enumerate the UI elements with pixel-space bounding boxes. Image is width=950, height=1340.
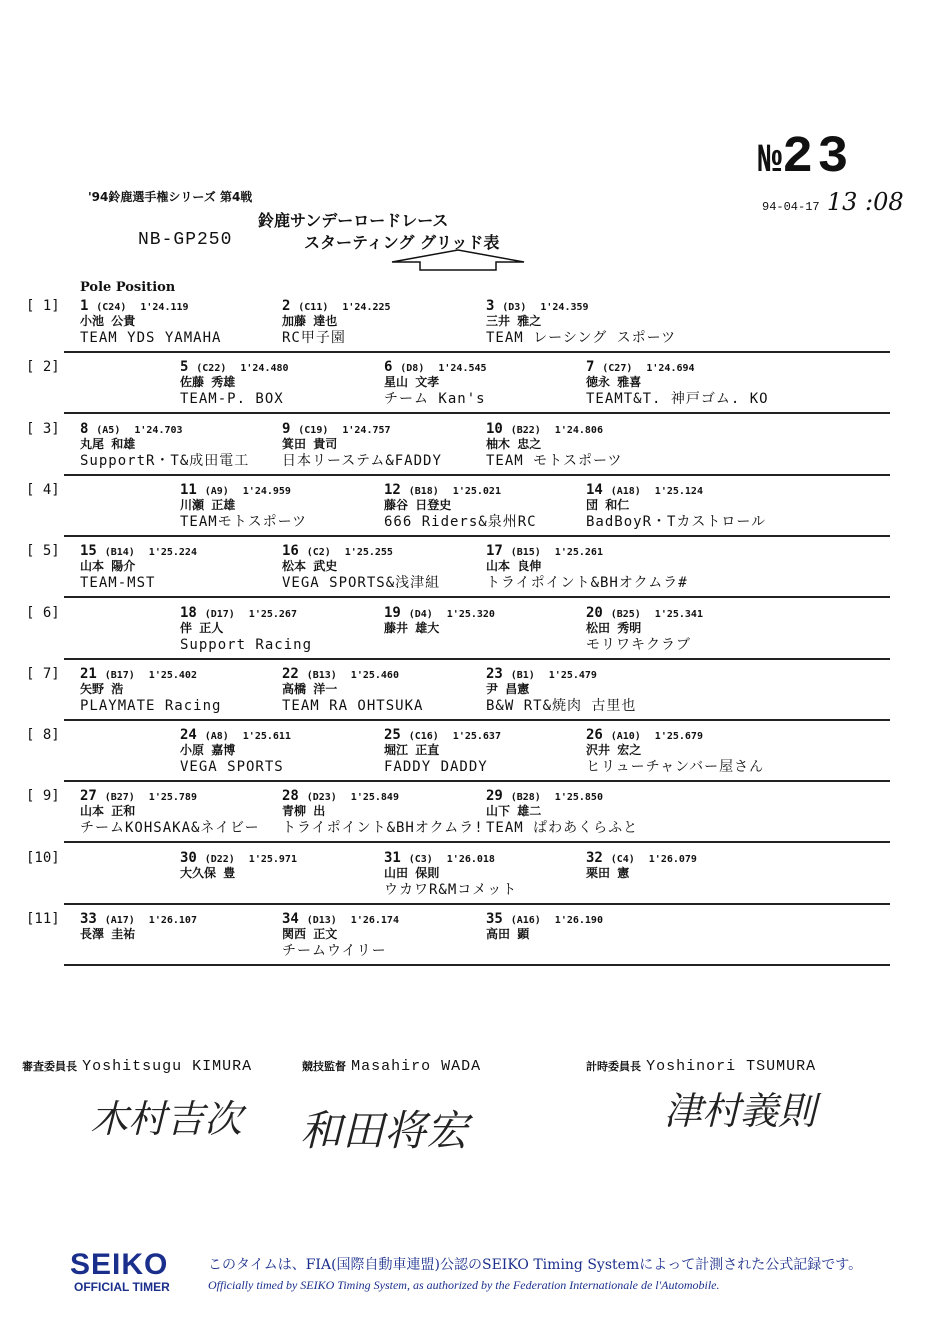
rider-name: 三井 雅之 <box>486 314 542 328</box>
slot-header <box>384 482 594 498</box>
car-number: (B27) <box>104 792 135 804</box>
rider-name: 堀江 正直 <box>384 743 440 758</box>
rider-name: 川瀬 正雄 <box>180 497 236 512</box>
series-title: '94鈴鹿選手権シリーズ 第4戦 <box>88 190 253 204</box>
timing-note-en: Officially timed by SEIKO Timing System, as authorized by the Federation Internationale de l'Automobile. <box>208 1278 720 1292</box>
rider-name: 柚木 忠之 <box>486 436 542 451</box>
official-timer-label: OFFICIAL TIMER <box>74 1280 170 1294</box>
slot-header <box>586 482 796 498</box>
car-number: (C3) <box>408 853 433 865</box>
grid-position: 15 <box>80 543 97 560</box>
grid-position: 25 <box>384 727 401 744</box>
qualifying-time: 1'25.789 <box>148 792 197 804</box>
slot-header <box>586 359 796 375</box>
slot-header <box>180 727 390 743</box>
team-name: TEAM ぱわあくらふと <box>486 820 639 837</box>
grid-slot <box>282 666 492 715</box>
rider-name: 青柳 出 <box>282 804 326 819</box>
grid-slot <box>486 788 696 837</box>
grid-position: 24 <box>180 727 197 744</box>
grid-slot <box>80 666 290 715</box>
slot-header <box>80 543 290 559</box>
rider-name: 箕田 貴司 <box>282 436 338 451</box>
team-name: VEGA SPORTS&浅津組 <box>282 575 441 592</box>
qualifying-time: 1'25.341 <box>654 608 703 620</box>
grid-row-label: [ 4] <box>26 481 60 498</box>
grid-position: 27 <box>80 788 97 805</box>
grid-position: 12 <box>384 481 401 498</box>
row-divider <box>64 964 890 966</box>
qualifying-time: 1'26.107 <box>148 915 197 926</box>
row-divider <box>64 535 890 537</box>
team-name: モリワキクラブ <box>586 636 691 653</box>
grid-slot <box>586 482 796 531</box>
car-number: (C19) <box>298 424 329 436</box>
car-number: (C22) <box>196 363 227 375</box>
row-divider <box>64 596 890 598</box>
qualifying-time: 1'24.959 <box>242 485 291 497</box>
grid-slot <box>586 605 796 654</box>
car-number: (D4) <box>408 608 433 620</box>
grid-position: 14 <box>586 481 603 498</box>
grid-slot <box>282 298 495 347</box>
team-name: B&W RT&焼肉 古里也 <box>486 697 637 714</box>
car-number: (C27) <box>602 363 633 375</box>
grid-position: 20 <box>586 604 603 621</box>
rider-name: 山本 正和 <box>80 804 136 819</box>
grid-position: 34 <box>282 911 299 927</box>
qualifying-time: 1'24.480 <box>240 363 289 375</box>
row-divider <box>64 903 890 905</box>
car-number: (B18) <box>408 485 439 497</box>
slot-header <box>282 788 492 804</box>
slot-header <box>486 788 696 804</box>
slot-header <box>486 543 696 559</box>
rider-name: 関西 正文 <box>282 927 338 941</box>
grid-position: 11 <box>180 481 197 498</box>
official-chief-timekeeper: 計時委員長 Yoshinori TSUMURA <box>586 1058 817 1075</box>
grid-position: 22 <box>282 665 299 682</box>
grid-position: 17 <box>486 543 503 560</box>
grid-slot <box>486 421 696 470</box>
qualifying-time: 1'24.225 <box>342 302 391 313</box>
grid-position: 7 <box>586 359 595 376</box>
qualifying-time: 1'24.703 <box>134 424 183 436</box>
qualifying-time: 1'25.679 <box>654 731 703 743</box>
qualifying-time: 1'25.255 <box>344 547 393 559</box>
rider-name: 山本 陽介 <box>80 559 136 574</box>
rider-name: 矢野 浩 <box>80 681 124 696</box>
team-name: チームウイリー <box>282 943 387 959</box>
qualifying-time: 1'25.267 <box>248 608 297 620</box>
row-divider <box>64 474 890 476</box>
team-name: ウカワR&Mコメット <box>384 881 518 898</box>
grid-position: 10 <box>486 420 503 437</box>
rider-name: 沢井 宏之 <box>586 743 642 758</box>
grid-position: 9 <box>282 420 291 437</box>
qualifying-time: 1'25.261 <box>554 547 603 559</box>
grid-slot <box>180 359 393 408</box>
team-name <box>384 636 594 654</box>
rider-name: 小原 嘉博 <box>180 743 236 758</box>
grid-slot <box>80 543 290 592</box>
qualifying-time: 1'25.460 <box>350 669 399 681</box>
grid-slot <box>282 788 492 837</box>
seiko-logo: SEIKO <box>70 1248 169 1281</box>
grid-slot <box>486 543 696 592</box>
direction-arrow-icon <box>388 248 528 274</box>
team-name <box>586 881 796 899</box>
slot-header <box>486 911 696 927</box>
grid-position: 6 <box>384 359 393 376</box>
slot-header <box>80 421 290 437</box>
slot-header <box>282 421 492 437</box>
team-name: 日本リーステム&FADDY <box>282 452 442 469</box>
rider-name: 小池 公貴 <box>80 314 136 328</box>
grid-row-label: [11] <box>26 911 60 927</box>
qualifying-time: 1'24.694 <box>646 363 695 375</box>
rider-name: 山田 保則 <box>384 865 440 880</box>
grid-row-label: [10] <box>26 849 60 866</box>
grid-position: 8 <box>80 420 89 437</box>
slot-header <box>80 788 290 804</box>
rider-name: 伴 正人 <box>180 620 224 635</box>
grid-slot <box>384 605 594 654</box>
grid-position: 26 <box>586 727 603 744</box>
timing-note-jp: このタイムは、FIA(国際自動車連盟)公認のSEIKO Timing Systemによって計測された公式記録です。 <box>208 1257 863 1273</box>
signature-kimura: 木村吉次 <box>90 1097 243 1141</box>
team-name: SupportR・T&成田電工 <box>80 452 250 469</box>
team-name: TEAM-MST <box>80 575 156 592</box>
official-chief-steward: 審査委員長 Yoshitsugu KIMURA <box>22 1058 253 1075</box>
rider-name: 松田 秀明 <box>586 620 642 635</box>
slot-header <box>180 605 390 621</box>
slot-header <box>384 727 594 743</box>
car-number: (C24) <box>96 302 127 313</box>
qualifying-time: 1'25.224 <box>148 547 197 559</box>
team-name: VEGA SPORTS <box>180 759 284 776</box>
grid-slot <box>180 605 390 654</box>
grid-slot <box>180 727 390 776</box>
slot-header <box>180 850 390 866</box>
car-number: (D22) <box>204 853 235 865</box>
qualifying-time: 1'24.359 <box>540 302 589 313</box>
row-divider <box>64 351 890 353</box>
grid-slot <box>80 911 290 960</box>
slot-header <box>80 911 290 927</box>
rider-name: 徳永 雅喜 <box>586 375 642 390</box>
date: 94-04-17 <box>762 200 820 214</box>
team-name: 666 Riders&泉州RC <box>384 513 537 530</box>
team-name: TEAM YDS YAMAHA <box>80 330 222 346</box>
rider-name: 加藤 達也 <box>282 314 338 328</box>
signature-tsumura: 津村義則 <box>664 1089 817 1133</box>
race-name: 鈴鹿サンデーロードレース <box>258 211 449 230</box>
slot-header <box>282 298 495 314</box>
row-divider <box>64 841 890 843</box>
rider-name: 佐藤 秀雄 <box>180 375 236 390</box>
car-number: (B14) <box>104 547 135 559</box>
car-number: (B25) <box>610 608 641 620</box>
grid-slot <box>384 850 594 899</box>
car-number: (D23) <box>306 792 337 804</box>
rider-name: 高田 顕 <box>486 927 530 941</box>
grid-slot <box>486 298 696 347</box>
car-number: (B1) <box>510 669 535 681</box>
car-number: (C4) <box>610 853 635 865</box>
grid-slot <box>384 482 594 531</box>
timestamp <box>762 188 904 216</box>
grid-position: 31 <box>384 849 401 866</box>
grid-slot <box>586 850 796 899</box>
car-number: (A5) <box>96 424 121 436</box>
slot-header <box>384 359 594 375</box>
qualifying-time: 1'24.545 <box>438 363 487 375</box>
slot-header <box>486 421 696 437</box>
slot-header <box>282 666 492 682</box>
grid-position: 2 <box>282 298 291 314</box>
qualifying-time: 1'26.190 <box>554 915 603 926</box>
car-number: (B28) <box>510 792 541 804</box>
car-number: (C11) <box>298 302 329 313</box>
qualifying-time: 1'25.402 <box>148 669 197 681</box>
car-number: (D8) <box>400 363 425 375</box>
grid-position: 33 <box>80 911 97 927</box>
qualifying-time: 1'25.611 <box>242 731 291 743</box>
team-name: TEAMT&T. 神戸ゴム. KO <box>586 391 769 408</box>
car-number: (D3) <box>502 302 527 313</box>
car-number: (C16) <box>408 731 439 743</box>
team-name: TEAM レーシング スポーツ <box>486 330 677 346</box>
car-number: (A10) <box>610 731 641 743</box>
pole-position-label: Pole Position <box>80 280 176 295</box>
qualifying-time: 1'25.850 <box>554 792 603 804</box>
grid-position: 3 <box>486 298 495 314</box>
team-name: TEAM RA OHTSUKA <box>282 697 424 714</box>
grid-row-label: [ 1] <box>26 298 60 314</box>
grid-row-label: [ 3] <box>26 420 60 437</box>
qualifying-time: 1'25.637 <box>452 731 501 743</box>
car-number: (A18) <box>610 485 641 497</box>
grid-position: 16 <box>282 543 299 560</box>
car-number: (B22) <box>510 424 541 436</box>
slot-header <box>180 482 390 498</box>
qualifying-time: 1'24.757 <box>342 424 391 436</box>
grid-position: 21 <box>80 665 97 682</box>
slot-header <box>486 666 696 682</box>
qualifying-time: 1'25.479 <box>548 669 597 681</box>
grid-slot <box>282 421 492 470</box>
car-number: (A16) <box>510 915 541 926</box>
grid-position: 1 <box>80 298 89 314</box>
rider-name: 星山 文孝 <box>384 375 440 390</box>
rider-name: 高橋 洋一 <box>282 681 338 696</box>
team-name: FADDY DADDY <box>384 759 488 776</box>
car-number: (A8) <box>204 731 229 743</box>
grid-row-label: [ 8] <box>26 727 60 744</box>
slot-header <box>586 727 796 743</box>
grid-slot <box>180 482 390 531</box>
team-name: Support Racing <box>180 636 313 653</box>
team-name <box>80 942 290 960</box>
official-race-director: 競技監督 Masahiro WADA <box>302 1058 482 1075</box>
slot-header <box>282 543 492 559</box>
grid-position: 28 <box>282 788 299 805</box>
slot-header <box>80 298 290 314</box>
qualifying-time: 1'25.021 <box>452 485 501 497</box>
car-number: (B17) <box>104 669 135 681</box>
row-divider <box>64 412 890 414</box>
team-name: ヒリューチャンバー屋さん <box>586 759 765 776</box>
car-number: (B13) <box>306 669 337 681</box>
handwritten-time: 13 :08 <box>826 188 904 216</box>
qualifying-time: 1'25.124 <box>654 485 703 497</box>
qualifying-time: 1'26.174 <box>350 915 399 926</box>
grid-row-label: [ 7] <box>26 665 60 682</box>
team-name: TEAM-P. BOX <box>180 391 284 408</box>
rider-name: 団 和仁 <box>586 497 630 512</box>
grid-slot <box>180 850 390 899</box>
car-number: (C2) <box>306 547 331 559</box>
team-name: チームKOHSAKA&ネイビー <box>80 820 260 837</box>
slot-header <box>586 850 796 866</box>
team-name: トライポイント&BHオクムラ# <box>486 575 688 592</box>
qualifying-time: 1'24.119 <box>140 302 189 313</box>
rider-name: 藤谷 日登史 <box>384 497 452 512</box>
team-name <box>486 942 696 960</box>
grid-row-label: [ 2] <box>26 359 60 376</box>
grid-slot <box>586 727 796 776</box>
grid-slot <box>282 543 492 592</box>
row-divider <box>64 658 890 660</box>
row-divider <box>64 719 890 721</box>
team-name: RC甲子園 <box>282 330 346 346</box>
grid-position: 18 <box>180 604 197 621</box>
qualifying-time: 1'25.971 <box>248 853 297 865</box>
grid-row-label: [ 5] <box>26 543 60 560</box>
team-name: TEAMモトスポーツ <box>180 513 308 530</box>
rider-name: 栗田 憲 <box>586 865 630 880</box>
team-name: BadBoyR・Tカストロール <box>586 513 767 530</box>
grid-slot <box>384 727 594 776</box>
slot-header <box>486 298 696 314</box>
rider-name: 松本 武史 <box>282 559 338 574</box>
slot-header <box>384 850 594 866</box>
team-name <box>180 881 390 899</box>
grid-position: 5 <box>180 359 189 376</box>
car-number: (D13) <box>306 915 337 926</box>
car-number: (D17) <box>204 608 235 620</box>
grid-position: 19 <box>384 604 401 621</box>
team-name: チーム Kan's <box>384 391 486 408</box>
qualifying-time: 1'24.806 <box>554 424 603 436</box>
rider-name: 大久保 豊 <box>180 865 236 880</box>
team-name: PLAYMATE Racing <box>80 697 222 714</box>
grid-slot <box>486 666 696 715</box>
grid-position: 29 <box>486 788 503 805</box>
slot-header <box>80 666 290 682</box>
signature-wada: 和田将宏 <box>300 1106 469 1155</box>
grid-slot <box>486 911 696 960</box>
qualifying-time: 1'25.320 <box>446 608 495 620</box>
grid-row-label: [ 6] <box>26 604 60 621</box>
team-name: TEAM モトスポーツ <box>486 452 623 469</box>
qualifying-time: 1'26.018 <box>446 853 495 865</box>
grid-position: 32 <box>586 849 603 866</box>
race-class: NB-GP250 <box>138 230 233 250</box>
grid-title: スターティング グリッド表 <box>304 233 500 252</box>
grid-slot <box>282 911 492 960</box>
qualifying-time: 1'25.849 <box>350 792 399 804</box>
car-number: (A9) <box>204 485 229 497</box>
document-number: №23 <box>758 128 853 187</box>
slot-header <box>384 605 594 621</box>
grid-slot <box>80 421 290 470</box>
rider-name: 長澤 圭祐 <box>80 927 136 941</box>
car-number: (B15) <box>510 547 541 559</box>
car-number: (A17) <box>104 915 135 926</box>
slot-header <box>586 605 796 621</box>
grid-slot <box>80 788 290 837</box>
grid-position: 23 <box>486 665 503 682</box>
grid-slot <box>80 298 290 347</box>
grid-position: 35 <box>486 911 503 927</box>
slot-header <box>180 359 393 376</box>
team-name: トライポイント&BHオクムラ! <box>282 820 484 837</box>
grid-slot <box>384 359 594 408</box>
qualifying-time: 1'26.079 <box>648 853 697 865</box>
grid-row-label: [ 9] <box>26 788 60 805</box>
rider-name: 山下 雄二 <box>486 804 542 819</box>
rider-name: 尹 昌憲 <box>486 681 530 696</box>
row-divider <box>64 780 890 782</box>
grid-position: 30 <box>180 849 197 866</box>
rider-name: 山本 良伸 <box>486 559 542 574</box>
grid-slot <box>586 359 796 408</box>
slot-header <box>282 911 492 927</box>
rider-name: 藤井 雄大 <box>384 620 440 635</box>
rider-name: 丸尾 和雄 <box>80 436 136 451</box>
